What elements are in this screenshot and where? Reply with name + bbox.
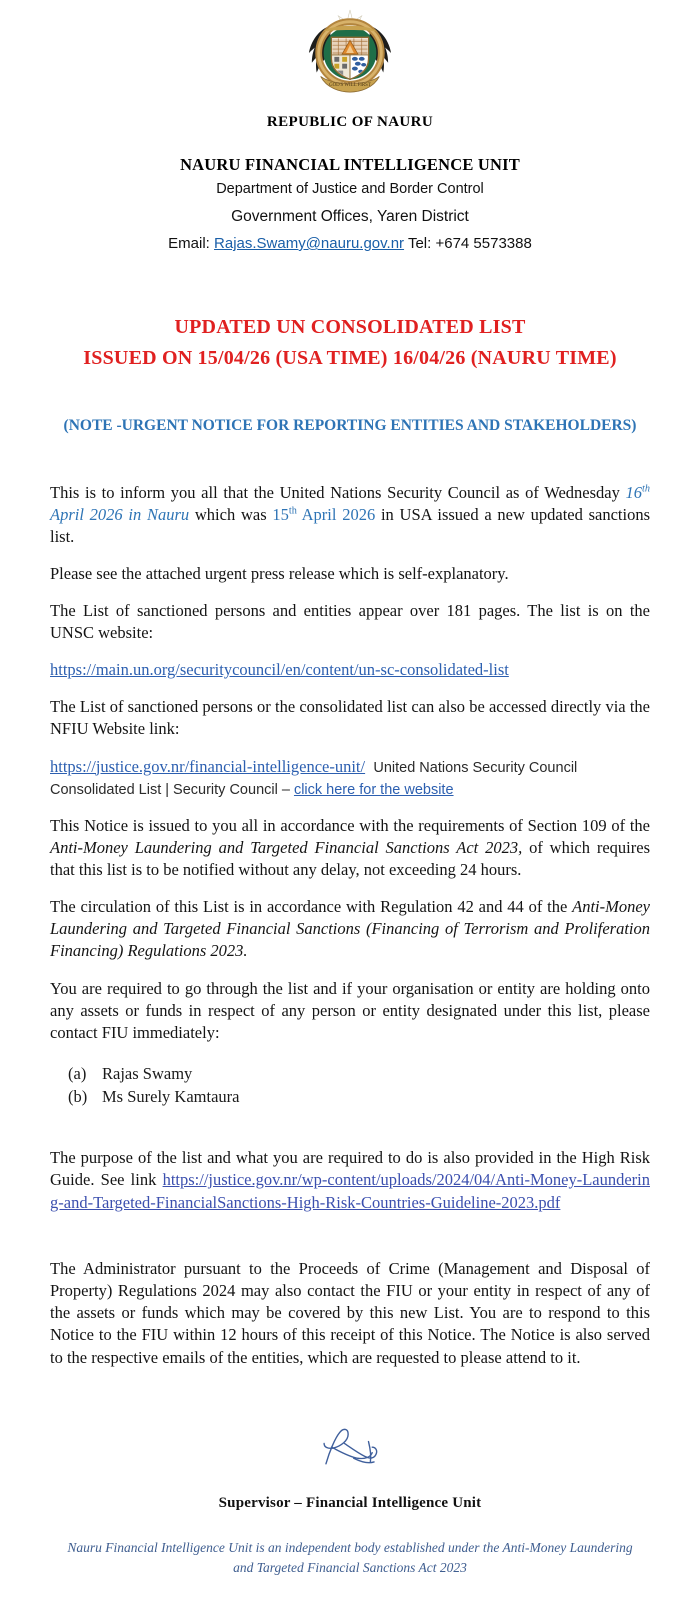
paragraph-page-count: The List of sanctioned persons and entities appear over 181 pages. The list is on the UNSC website:	[50, 600, 650, 643]
svg-text:GOD'S WILL FIRST: GOD'S WILL FIRST	[329, 83, 371, 89]
usa-date-suffix: th	[288, 505, 297, 517]
nauru-coat-of-arms-icon	[301, 8, 399, 96]
urgent-notice-subtitle: (NOTE -URGENT NOTICE FOR REPORTING ENTITIES AND STAKEHOLDERS)	[63, 416, 637, 434]
intro-text-c: in USA issued a new updated sanctions list.	[50, 504, 651, 546]
high-risk-guide-text: The purpose of the list and what you are required to do is also provided in the High Risk Guide. See link	[50, 1147, 650, 1190]
intro-text-b: which was	[189, 504, 273, 524]
signatory-title: Supervisor – Financial Intelligence Unit	[218, 1494, 482, 1511]
regulation-text-a: The circulation of this List is in accordance with Regulation 42 and 44 of the	[50, 897, 573, 917]
paragraph-regulation-42-44	[50, 896, 650, 962]
contact-name: Rajas Swamy	[102, 1063, 193, 1083]
paragraph-press-release: Please see the attached urgent press release which is self-explanatory.	[50, 563, 509, 583]
list-marker: (a)	[68, 1063, 87, 1083]
section109-text-a: This Notice is issued to you all in accordance with the requirements of Section 109 of the	[50, 815, 650, 835]
paragraph-high-risk-guide	[50, 1147, 650, 1214]
document-body	[0, 482, 700, 1369]
usa-date-rest: April 2026	[296, 504, 376, 524]
unsc-consolidated-list-link[interactable]: https://main.un.org/securitycouncil/en/content/un-sc-consolidated-list	[50, 660, 509, 680]
high-risk-guide-pdf-link[interactable]: https://justice.gov.nr/wp-content/uploads/2024/04/Anti-Money-Laundering-and-Targeted-FinancialSanctions-High-Risk-Countries-Guideline-2023.pdf	[50, 1170, 650, 1212]
paragraph-section-109	[50, 815, 650, 881]
intro-text-a: This is to inform you all that the United Nations Security Council as of Wednesday	[50, 482, 626, 502]
nfiu-link-block	[50, 756, 650, 801]
list-marker: (b)	[68, 1087, 88, 1107]
republic-heading: REPUBLIC OF NAURU	[266, 114, 434, 130]
nauru-date-rest: April 2026 in Nauru	[50, 504, 190, 524]
signature-block	[0, 1423, 700, 1512]
office-address-line: Government Offices, Yaren District	[231, 207, 469, 225]
nauru-date-day: 16	[625, 482, 643, 502]
unsc-link-line	[50, 659, 650, 681]
handwritten-signature-icon	[313, 1423, 387, 1475]
email-link[interactable]: Rajas.Swamy@nauru.gov.nr	[214, 235, 405, 252]
footer-disclaimer: Nauru Financial Intelligence Unit is an independent body established under the Anti-Money Laundering and Targeted Financial Sanctions Act 2023	[67, 1539, 633, 1575]
usa-date-day: 15	[272, 504, 289, 524]
paragraph-administrator: The Administrator pursuant to the Proceeds of Crime (Management and Disposal of Property) Regulations 2024 may also contact the FIU or your entity in respect of any of the assets or funds which may be covered by this new List. You are to respond to this Notice to the FIU within 12 hours of this receipt of this Notice. The Notice is also served to the respective emails of the entities, which are requested to please attend to it.	[50, 1259, 650, 1367]
main-title	[0, 312, 700, 374]
section109-text-b: of which requires that this list is to be notified without any delay, not exceeding 24 hours.	[50, 838, 650, 880]
letterhead	[0, 0, 700, 256]
contact-line	[0, 233, 700, 256]
usa-date	[272, 505, 375, 524]
nfiu-website-link[interactable]: https://justice.gov.nr/financial-intelligence-unit/	[50, 756, 366, 776]
main-title-line2: ISSUED ON 15/04/26 (USA TIME) 16/04/26 (NAURU TIME)	[83, 346, 617, 369]
list-item	[68, 1062, 650, 1085]
fiu-contact-list	[50, 1062, 650, 1109]
paragraph-nfiu-access: The List of sanctioned persons or the consolidated list can also be accessed directly via the NFIU Website link:	[50, 697, 650, 739]
paragraph-intro	[50, 482, 650, 548]
nauru-date-suffix: th	[642, 483, 650, 495]
email-label: Email:	[168, 235, 210, 252]
main-title-line1: UPDATED UN CONSOLIDATED LIST	[174, 315, 526, 338]
spacer	[50, 1109, 650, 1147]
click-here-link[interactable]: click here for the website	[293, 782, 454, 799]
list-item	[68, 1085, 650, 1108]
unit-name-heading: NAURU FINANCIAL INTELLIGENCE UNIT	[180, 155, 520, 174]
telephone-text: Tel: +674 5573388	[407, 235, 532, 252]
paragraph-action-required: You are required to go through the list and if your organisation or entity are holding onto any assets or funds in respect of any person or entity designated under this list, please contact FIU immediately:	[50, 978, 650, 1042]
contact-name: Ms Surely Kamtaura	[102, 1087, 240, 1107]
spacer	[50, 1214, 650, 1258]
amlt-act-title: Anti-Money Laundering and Targeted Financial Sanctions Act 2023,	[50, 838, 523, 858]
amlt-regulations-title: Anti-Money Laundering and Targeted Financial Sanctions (Financing of Terrorism and Proliferation Financing) Regulations 2023.	[50, 897, 650, 961]
department-line: Department of Justice and Border Control	[216, 181, 484, 197]
nfiu-link-description: United Nations Security Council Consolidated List | Security Council –	[50, 759, 578, 799]
